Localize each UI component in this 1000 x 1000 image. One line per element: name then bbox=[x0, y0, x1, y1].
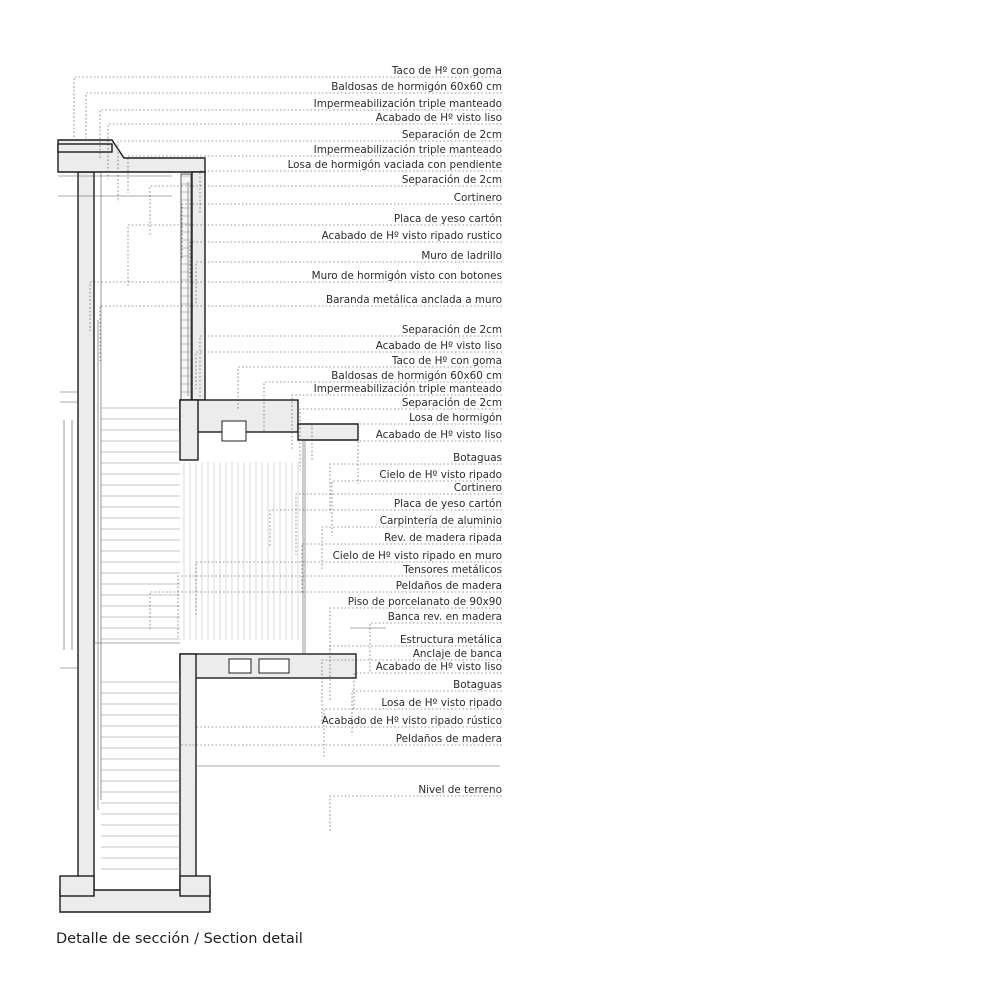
annotation-label: Placa de yeso cartón bbox=[393, 213, 502, 225]
annotation-label: Taco de Hº con goma bbox=[391, 355, 502, 367]
annotation-label: Impermeabilización triple manteado bbox=[313, 383, 502, 395]
annotation-label: Rev. de madera ripada bbox=[384, 532, 502, 544]
annotation-label: Estructura metálica bbox=[399, 634, 502, 646]
annotation-label: Taco de Hº con goma bbox=[391, 65, 502, 77]
annotation-label: Separación de 2cm bbox=[401, 174, 502, 186]
stair-treads bbox=[101, 176, 191, 869]
annotation-label: Acabado de Hº visto liso bbox=[375, 661, 502, 673]
annotation-label: Separación de 2cm bbox=[401, 324, 502, 336]
annotation-label: Acabado de Hº visto ripado rústico bbox=[321, 715, 502, 727]
annotation-label: Impermeabilización triple manteado bbox=[313, 144, 502, 156]
annotation-label: Losa de hormigón bbox=[409, 412, 502, 424]
annotation-label: Peldaños de madera bbox=[395, 580, 502, 592]
annotation-label: Acabado de Hº visto liso bbox=[375, 429, 502, 441]
annotation-label: Losa de hormigón vaciada con pendiente bbox=[287, 159, 502, 171]
wood-cladding bbox=[184, 462, 298, 640]
annotation-label: Piso de porcelanato de 90x90 bbox=[347, 596, 502, 608]
annotation-label: Separación de 2cm bbox=[401, 397, 502, 409]
annotation-label: Losa de Hº visto ripado bbox=[381, 697, 502, 709]
annotation-label: Tensores metálicos bbox=[403, 564, 502, 576]
annotation-label: Baldosas de hormigón 60x60 cm bbox=[331, 370, 502, 382]
annotation-label: Baranda metálica anclada a muro bbox=[325, 294, 502, 306]
annotation-label: Acabado de Hº visto liso bbox=[375, 340, 502, 352]
annotation-label: Cielo de Hº visto ripado en muro bbox=[332, 550, 502, 562]
annotation-label: Cortinero bbox=[453, 192, 502, 204]
annotation-label: Cielo de Hº visto ripado bbox=[379, 469, 502, 481]
annotation-label: Acabado de Hº visto ripado rustico bbox=[321, 230, 502, 242]
drawing-caption: Detalle de sección / Section detail bbox=[56, 931, 303, 947]
annotation-label: Muro de hormigón visto con botones bbox=[311, 270, 502, 282]
annotation-label: Nivel de terreno bbox=[418, 784, 502, 796]
annotation-label: Impermeabilización triple manteado bbox=[313, 98, 502, 110]
annotation-label: Anclaje de banca bbox=[412, 648, 502, 660]
leader-line bbox=[180, 745, 502, 806]
annotation-label: Acabado de Hº visto liso bbox=[375, 112, 502, 124]
leader-line bbox=[330, 796, 502, 833]
annotation-label: Separación de 2cm bbox=[401, 129, 502, 141]
annotation-label: Carpintería de aluminio bbox=[379, 515, 502, 527]
annotation-label: Baldosas de hormigón 60x60 cm bbox=[331, 81, 502, 93]
annotation-label: Botaguas bbox=[453, 679, 502, 691]
annotation-label: Placa de yeso cartón bbox=[393, 498, 502, 510]
annotation-label: Muro de ladrillo bbox=[421, 250, 502, 262]
annotation-label: Botaguas bbox=[453, 452, 502, 464]
annotation-label: Banca rev. en madera bbox=[387, 611, 502, 623]
annotation-label: Peldaños de madera bbox=[395, 733, 502, 745]
annotation-label: Cortinero bbox=[453, 482, 502, 494]
